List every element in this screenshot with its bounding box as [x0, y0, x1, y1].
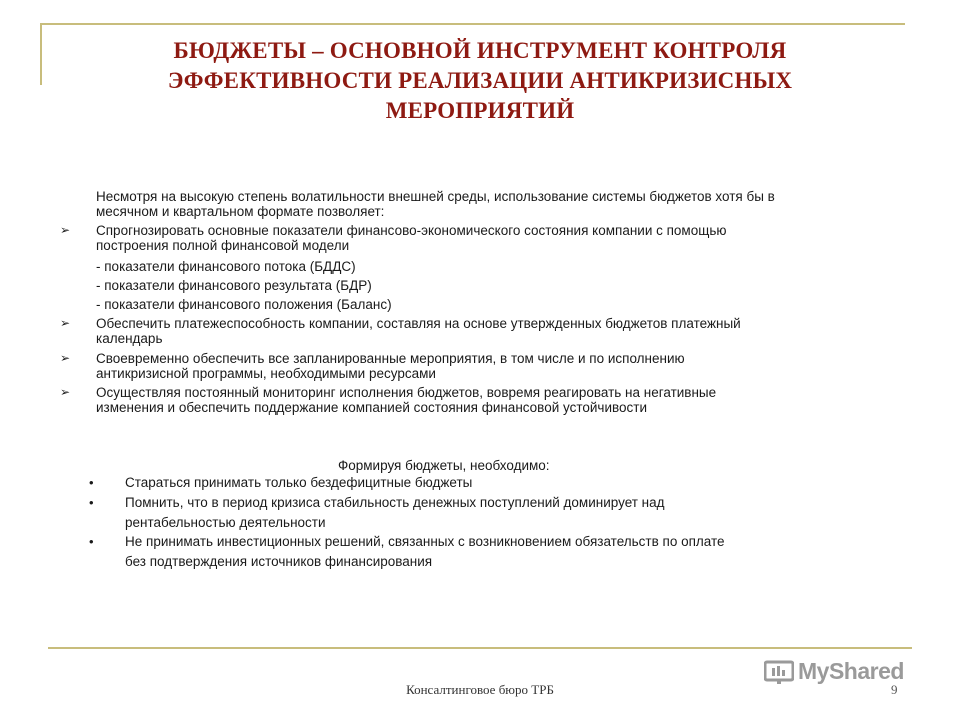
bullet-line: Помнить, что в период кризиса стабильность денежных поступлений доминирует над [125, 495, 665, 510]
intro-line: Несмотря на высокую степень волатильности внешней среды, использование системы бюджетов хотя бы в [96, 189, 775, 204]
bullet-line: Не принимать инвестиционных решений, связанных с возникновением обязательств по оплате [125, 534, 725, 549]
title-line: БЮДЖЕТЫ – ОСНОВНОЙ ИНСТРУМЕНТ КОНТРОЛЯ [173, 38, 787, 63]
bullet-line: рентабельностью деятельности [125, 515, 326, 530]
title-line: ЭФФЕКТИВНОСТИ РЕАЛИЗАЦИИ АНТИКРИЗИСНЫХ [167, 68, 793, 93]
sub-item: - показатели финансового положения (Баланс) [96, 297, 392, 312]
footer-text: Консалтинговое бюро ТРБ [406, 682, 554, 697]
bullet-dot-icon: • [89, 534, 94, 549]
sub-item: - показатели финансового потока (БДДС) [96, 259, 356, 274]
forming-heading: Формируя бюджеты, необходимо: [338, 458, 550, 473]
intro-line: месячном и квартальном формате позволяет: [96, 204, 385, 219]
bottom-rule [48, 647, 912, 649]
watermark-text: MyShared [798, 658, 904, 684]
arrow-item-line: Спрогнозировать основные показатели финансово-экономического состояния компании с помощью [96, 223, 727, 238]
arrow-item-line: построения полной финансовой модели [96, 238, 350, 253]
arrow-item-line: изменения и обеспечить поддержание компанией состояния финансовой устойчивости [96, 400, 648, 415]
bullet-dot-icon: • [89, 495, 94, 510]
bullet-dot-icon: • [89, 475, 94, 490]
arrow-item-line: Осуществляя постоянный мониторинг исполнения бюджетов, вовремя реагировать на негативные [96, 385, 717, 400]
sub-item: - показатели финансового результата (БДР) [96, 278, 372, 293]
bullet-line: Стараться принимать только бездефицитные бюджеты [125, 475, 473, 490]
arrow-item-line: Обеспечить платежеспособность компании, составляя на основе утвержденных бюджетов платежный [96, 316, 741, 331]
arrow-bullet-icon: ➢ [60, 385, 71, 399]
arrow-item-line: Своевременно обеспечить все запланированные мероприятия, в том числе и по исполнению [96, 351, 685, 366]
arrow-bullet-icon: ➢ [60, 351, 71, 365]
arrow-bullet-icon: ➢ [60, 316, 71, 330]
bullet-line: без подтверждения источников финансирования [125, 554, 433, 569]
page-number: 9 [891, 682, 898, 697]
arrow-item-line: антикризисной программы, необходимыми ресурсами [96, 366, 436, 381]
title-line: МЕРОПРИЯТИЙ [385, 98, 575, 123]
arrow-bullet-icon: ➢ [60, 223, 71, 237]
arrow-item-line: календарь [96, 331, 163, 346]
